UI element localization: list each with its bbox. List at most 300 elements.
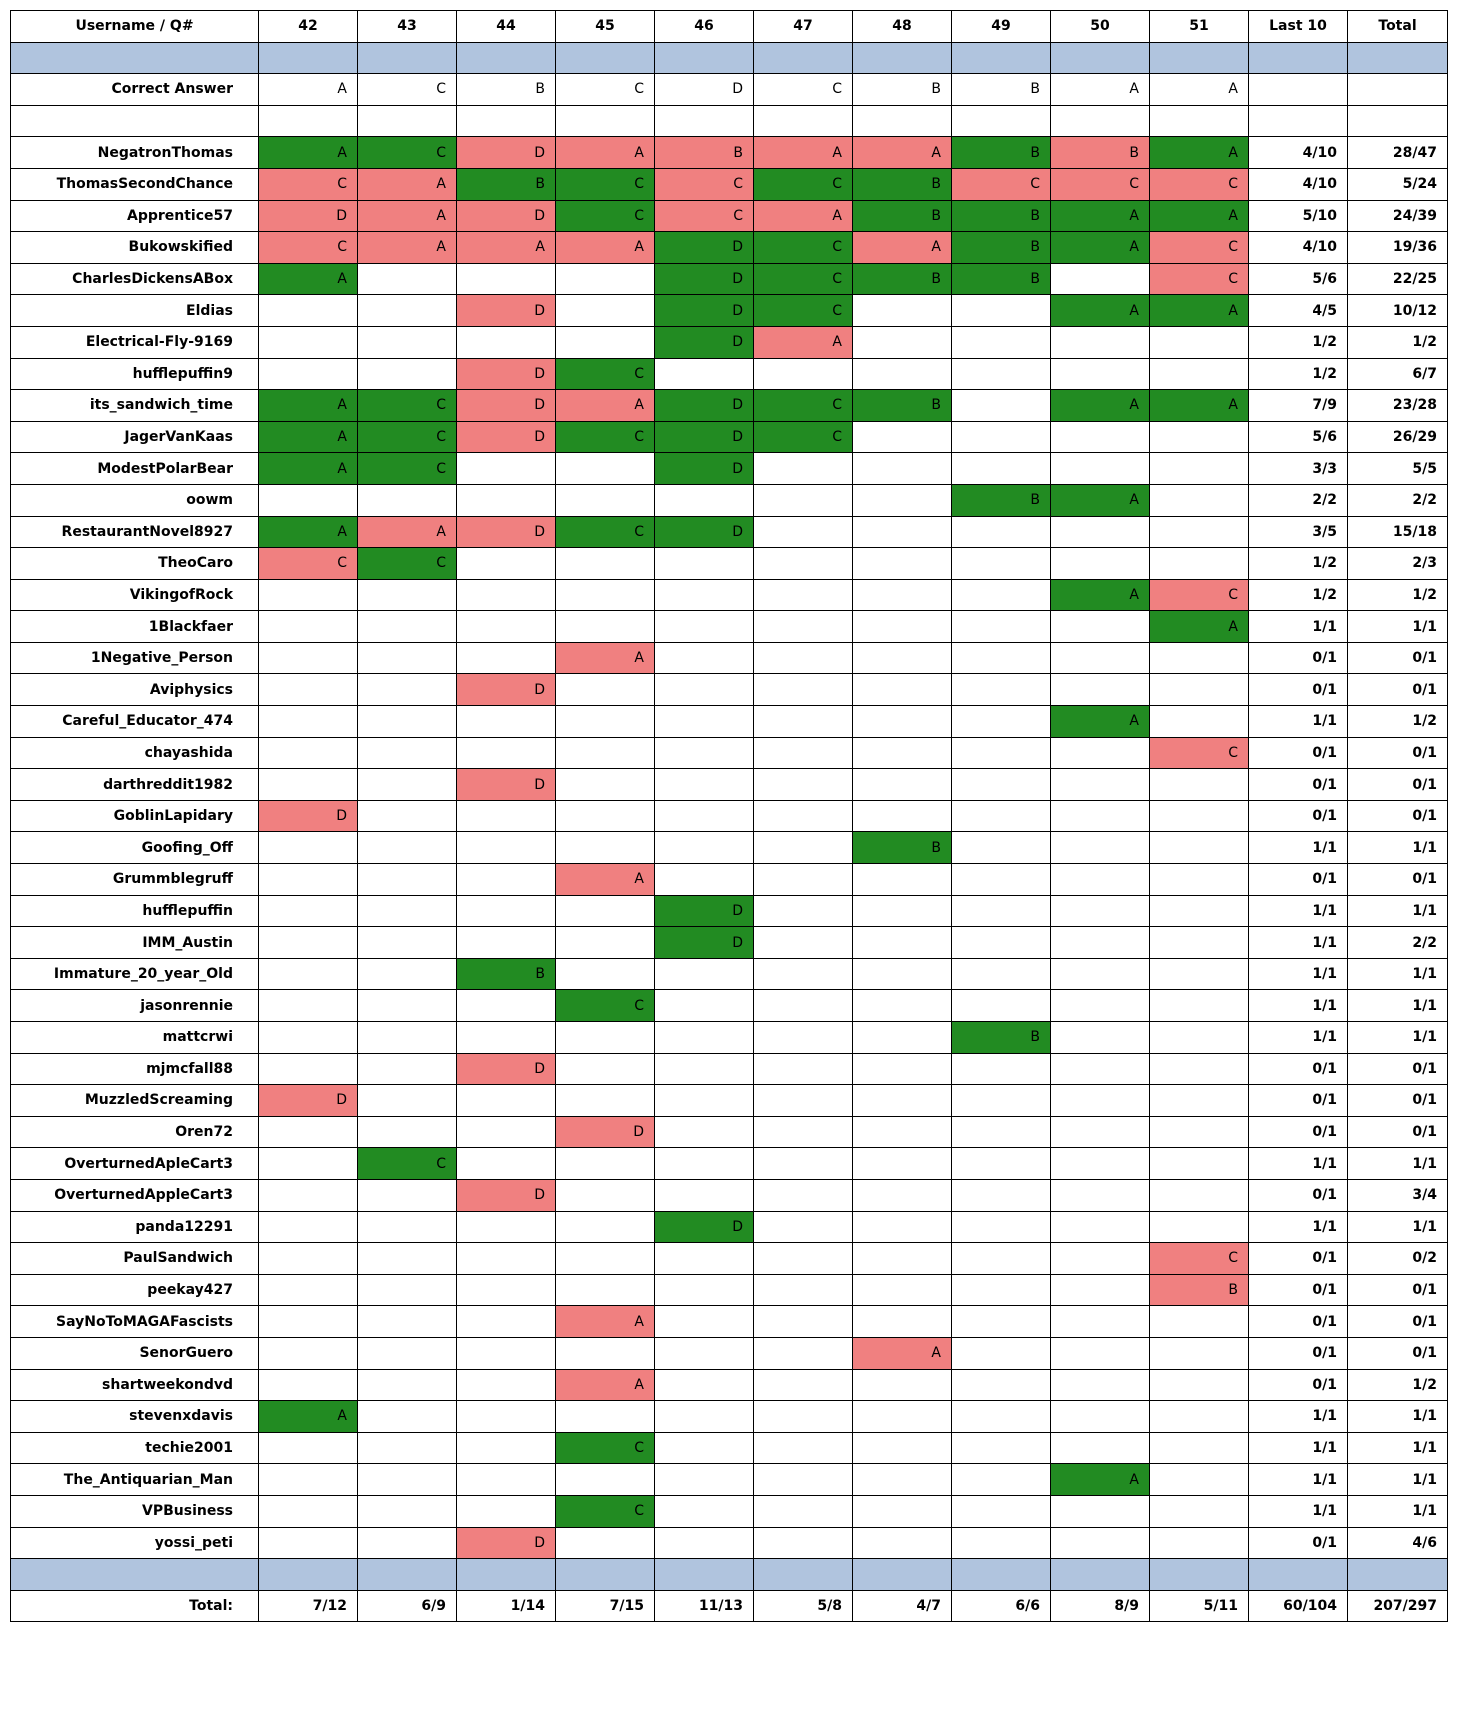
answer-cell-empty bbox=[358, 1527, 457, 1559]
answer-cell-empty bbox=[259, 1211, 358, 1243]
player-total: 1/2 bbox=[1348, 326, 1448, 358]
answer-cell-wrong: C bbox=[655, 168, 754, 200]
player-last10: 0/1 bbox=[1249, 1053, 1348, 1085]
answer-cell-empty bbox=[457, 864, 556, 896]
answer-cell-empty bbox=[754, 1432, 853, 1464]
answer-cell-wrong: D bbox=[457, 516, 556, 548]
answer-cell-empty bbox=[754, 1464, 853, 1496]
player-total: 1/1 bbox=[1348, 611, 1448, 643]
player-total: 0/1 bbox=[1348, 1306, 1448, 1338]
player-total: 1/1 bbox=[1348, 1022, 1448, 1054]
answer-cell-wrong: A bbox=[358, 516, 457, 548]
player-row bbox=[11, 1337, 1448, 1369]
player-last10: 4/10 bbox=[1249, 232, 1348, 264]
player-last10: 1/1 bbox=[1249, 1148, 1348, 1180]
answer-cell-empty bbox=[754, 1148, 853, 1180]
answer-cell-wrong: C bbox=[259, 548, 358, 580]
band-cell bbox=[1249, 1559, 1348, 1591]
player-row bbox=[11, 1116, 1448, 1148]
blank-cell bbox=[1348, 105, 1448, 137]
answer-cell-empty bbox=[556, 737, 655, 769]
answer-cell-empty bbox=[655, 864, 754, 896]
answer-cell-empty bbox=[259, 674, 358, 706]
answer-cell-correct: A bbox=[259, 516, 358, 548]
player-total: 0/1 bbox=[1348, 1085, 1448, 1117]
answer-cell-correct: B bbox=[853, 832, 952, 864]
answer-cell-empty bbox=[1051, 769, 1150, 801]
answer-cell-empty bbox=[655, 1116, 754, 1148]
answer-cell-empty bbox=[1150, 1306, 1249, 1338]
player-row bbox=[11, 484, 1448, 516]
question-total: 7/12 bbox=[259, 1590, 358, 1622]
answer-cell-empty bbox=[1150, 1053, 1249, 1085]
answer-cell-empty bbox=[556, 1148, 655, 1180]
player-total: 0/1 bbox=[1348, 1337, 1448, 1369]
answer-cell-correct: A bbox=[1150, 611, 1249, 643]
player-last10: 1/2 bbox=[1249, 326, 1348, 358]
player-last10: 1/1 bbox=[1249, 1464, 1348, 1496]
answer-cell-correct: C bbox=[556, 1495, 655, 1527]
leaderboard-table bbox=[10, 10, 1448, 1622]
answer-cell-empty bbox=[1150, 1211, 1249, 1243]
answer-cell-empty bbox=[259, 611, 358, 643]
question-total: 11/13 bbox=[655, 1590, 754, 1622]
answer-cell-wrong: D bbox=[457, 674, 556, 706]
header-question: 46 bbox=[655, 11, 754, 43]
answer-cell-empty bbox=[1150, 548, 1249, 580]
answer-cell-correct: A bbox=[1051, 200, 1150, 232]
answer-cell-empty bbox=[952, 1274, 1051, 1306]
answer-cell-empty bbox=[457, 927, 556, 959]
player-last10: 0/1 bbox=[1249, 1243, 1348, 1275]
player-username: techie2001 bbox=[11, 1432, 259, 1464]
answer-cell-empty bbox=[853, 1369, 952, 1401]
answer-cell-wrong: A bbox=[556, 642, 655, 674]
player-row bbox=[11, 1148, 1448, 1180]
answer-cell-wrong: D bbox=[457, 421, 556, 453]
answer-cell-wrong: C bbox=[655, 200, 754, 232]
answer-cell-empty bbox=[1051, 1306, 1150, 1338]
player-total: 1/1 bbox=[1348, 990, 1448, 1022]
player-total: 3/4 bbox=[1348, 1179, 1448, 1211]
player-last10: 0/1 bbox=[1249, 642, 1348, 674]
answer-cell-empty bbox=[655, 1022, 754, 1054]
answer-cell-empty bbox=[457, 453, 556, 485]
answer-cell-correct: A bbox=[1051, 390, 1150, 422]
answer-cell-empty bbox=[1051, 990, 1150, 1022]
answer-cell-empty bbox=[952, 895, 1051, 927]
answer-cell-empty bbox=[556, 1337, 655, 1369]
answer-cell-empty bbox=[358, 1022, 457, 1054]
band-cell bbox=[1051, 1559, 1150, 1591]
answer-cell-empty bbox=[556, 548, 655, 580]
answer-cell-correct: C bbox=[754, 263, 853, 295]
answer-cell-empty bbox=[952, 295, 1051, 327]
answer-cell-empty bbox=[1150, 832, 1249, 864]
answer-cell-empty bbox=[1051, 263, 1150, 295]
blank-cell bbox=[259, 105, 358, 137]
player-total: 0/1 bbox=[1348, 1116, 1448, 1148]
answer-cell-wrong: A bbox=[853, 232, 952, 264]
answer-cell-empty bbox=[655, 1274, 754, 1306]
answer-cell-empty bbox=[259, 958, 358, 990]
answer-cell-empty bbox=[457, 1243, 556, 1275]
answer-cell-empty bbox=[754, 864, 853, 896]
answer-cell-empty bbox=[853, 706, 952, 738]
player-row bbox=[11, 737, 1448, 769]
answer-cell-empty bbox=[259, 706, 358, 738]
answer-cell-empty bbox=[1150, 1179, 1249, 1211]
band-cell bbox=[754, 1559, 853, 1591]
answer-cell-empty bbox=[754, 1527, 853, 1559]
player-row bbox=[11, 263, 1448, 295]
answer-cell-empty bbox=[853, 295, 952, 327]
answer-cell-empty bbox=[655, 1337, 754, 1369]
player-total: 24/39 bbox=[1348, 200, 1448, 232]
answer-cell-empty bbox=[952, 1243, 1051, 1275]
answer-cell-empty bbox=[754, 1116, 853, 1148]
answer-cell-empty bbox=[1051, 326, 1150, 358]
player-username: SayNoToMAGAFascists bbox=[11, 1306, 259, 1338]
player-last10: 1/1 bbox=[1249, 990, 1348, 1022]
answer-cell-empty bbox=[754, 832, 853, 864]
answer-cell-wrong: A bbox=[358, 168, 457, 200]
answer-cell-wrong: C bbox=[1150, 232, 1249, 264]
answer-cell-empty bbox=[1051, 800, 1150, 832]
answer-cell-wrong: A bbox=[556, 232, 655, 264]
blank-cell bbox=[358, 105, 457, 137]
player-last10: 4/5 bbox=[1249, 295, 1348, 327]
player-last10: 1/1 bbox=[1249, 1211, 1348, 1243]
player-username: ThomasSecondChance bbox=[11, 168, 259, 200]
answer-cell-correct: C bbox=[556, 990, 655, 1022]
answer-cell-empty bbox=[1150, 326, 1249, 358]
answer-cell-empty bbox=[952, 390, 1051, 422]
player-row bbox=[11, 232, 1448, 264]
answer-cell-empty bbox=[754, 453, 853, 485]
answer-cell-empty bbox=[1051, 453, 1150, 485]
header-question: 42 bbox=[259, 11, 358, 43]
player-total: 0/1 bbox=[1348, 737, 1448, 769]
player-last10: 1/1 bbox=[1249, 1022, 1348, 1054]
answer-cell-empty bbox=[457, 579, 556, 611]
answer-cell-correct: B bbox=[853, 200, 952, 232]
answer-cell-empty bbox=[1051, 1337, 1150, 1369]
blank-cell bbox=[1150, 105, 1249, 137]
answer-cell-empty bbox=[358, 611, 457, 643]
player-last10: 4/10 bbox=[1249, 168, 1348, 200]
answer-cell-wrong: B bbox=[1150, 1274, 1249, 1306]
player-last10: 5/6 bbox=[1249, 421, 1348, 453]
player-last10: 0/1 bbox=[1249, 1085, 1348, 1117]
answer-cell-empty bbox=[952, 453, 1051, 485]
player-username: RestaurantNovel8927 bbox=[11, 516, 259, 548]
header-row bbox=[11, 11, 1448, 43]
answer-cell-empty bbox=[1051, 927, 1150, 959]
answer-cell-empty bbox=[1150, 958, 1249, 990]
player-last10: 0/1 bbox=[1249, 737, 1348, 769]
answer-cell-empty bbox=[1150, 1022, 1249, 1054]
answer-cell-empty bbox=[1051, 358, 1150, 390]
answer-cell-empty bbox=[853, 421, 952, 453]
answer-cell-empty bbox=[853, 548, 952, 580]
player-username: shartweekondvd bbox=[11, 1369, 259, 1401]
answer-cell-empty bbox=[952, 358, 1051, 390]
player-last10: 1/1 bbox=[1249, 611, 1348, 643]
answer-cell-empty bbox=[754, 990, 853, 1022]
answer-cell-empty bbox=[754, 516, 853, 548]
answer-cell-correct: D bbox=[655, 516, 754, 548]
band-cell bbox=[1150, 42, 1249, 74]
answer-cell-empty bbox=[556, 611, 655, 643]
player-total: 0/1 bbox=[1348, 1053, 1448, 1085]
answer-cell-empty bbox=[556, 295, 655, 327]
player-username: 1Negative_Person bbox=[11, 642, 259, 674]
answer-cell-empty bbox=[853, 642, 952, 674]
answer-cell-empty bbox=[655, 1148, 754, 1180]
blank-cell bbox=[853, 105, 952, 137]
answer-cell-wrong: A bbox=[853, 1337, 952, 1369]
header-username: Username / Q# bbox=[11, 11, 259, 43]
answer-cell-empty bbox=[1150, 421, 1249, 453]
answer-cell-empty bbox=[655, 548, 754, 580]
player-total: 0/1 bbox=[1348, 864, 1448, 896]
answer-cell-wrong: D bbox=[457, 137, 556, 169]
answer-cell-correct: C bbox=[358, 390, 457, 422]
answer-cell-wrong: D bbox=[457, 1179, 556, 1211]
band-cell bbox=[556, 42, 655, 74]
answer-cell-empty bbox=[259, 326, 358, 358]
answer-cell-empty bbox=[556, 769, 655, 801]
band-cell bbox=[358, 1559, 457, 1591]
answer-cell-correct: B bbox=[952, 263, 1051, 295]
answer-cell-empty bbox=[754, 1022, 853, 1054]
player-row bbox=[11, 674, 1448, 706]
correct-answer-cell: C bbox=[754, 74, 853, 106]
answer-cell-empty bbox=[754, 1369, 853, 1401]
player-last10: 0/1 bbox=[1249, 800, 1348, 832]
answer-cell-empty bbox=[853, 1401, 952, 1433]
answer-cell-wrong: D bbox=[457, 200, 556, 232]
player-last10: 0/1 bbox=[1249, 674, 1348, 706]
answer-cell-empty bbox=[556, 453, 655, 485]
header-question: 50 bbox=[1051, 11, 1150, 43]
player-last10: 1/2 bbox=[1249, 579, 1348, 611]
player-username: Bukowskified bbox=[11, 232, 259, 264]
player-last10: 1/2 bbox=[1249, 548, 1348, 580]
answer-cell-empty bbox=[655, 1464, 754, 1496]
header-question: 45 bbox=[556, 11, 655, 43]
answer-cell-empty bbox=[259, 832, 358, 864]
answer-cell-empty bbox=[457, 263, 556, 295]
answer-cell-correct: A bbox=[1150, 200, 1249, 232]
answer-cell-empty bbox=[853, 1527, 952, 1559]
band-cell bbox=[952, 1559, 1051, 1591]
answer-cell-empty bbox=[655, 1527, 754, 1559]
answer-cell-empty bbox=[556, 1243, 655, 1275]
answer-cell-empty bbox=[358, 1085, 457, 1117]
player-username: SenorGuero bbox=[11, 1337, 259, 1369]
answer-cell-empty bbox=[259, 1495, 358, 1527]
answer-cell-empty bbox=[952, 1495, 1051, 1527]
answer-cell-empty bbox=[358, 1464, 457, 1496]
answer-cell-empty bbox=[1051, 1022, 1150, 1054]
answer-cell-empty bbox=[556, 263, 655, 295]
answer-cell-empty bbox=[457, 800, 556, 832]
answer-cell-wrong: A bbox=[556, 137, 655, 169]
player-username: The_Antiquarian_Man bbox=[11, 1464, 259, 1496]
answer-cell-empty bbox=[457, 990, 556, 1022]
answer-cell-empty bbox=[754, 1053, 853, 1085]
answer-cell-correct: A bbox=[1051, 232, 1150, 264]
band-cell bbox=[1150, 1559, 1249, 1591]
answer-cell-empty bbox=[655, 611, 754, 643]
answer-cell-empty bbox=[1051, 1432, 1150, 1464]
band-cell bbox=[457, 42, 556, 74]
player-last10: 7/9 bbox=[1249, 390, 1348, 422]
player-last10: 0/1 bbox=[1249, 1274, 1348, 1306]
player-row bbox=[11, 769, 1448, 801]
player-last10: 1/1 bbox=[1249, 1432, 1348, 1464]
answer-cell-empty bbox=[754, 674, 853, 706]
player-username: TheoCaro bbox=[11, 548, 259, 580]
answer-cell-empty bbox=[358, 484, 457, 516]
player-total: 5/24 bbox=[1348, 168, 1448, 200]
answer-cell-wrong: A bbox=[556, 390, 655, 422]
player-total: 1/1 bbox=[1348, 958, 1448, 990]
band-cell bbox=[952, 42, 1051, 74]
answer-cell-empty bbox=[259, 1116, 358, 1148]
answer-cell-empty bbox=[358, 263, 457, 295]
player-username: VPBusiness bbox=[11, 1495, 259, 1527]
answer-cell-empty bbox=[556, 484, 655, 516]
question-total: 7/15 bbox=[556, 1590, 655, 1622]
question-total: 4/7 bbox=[853, 1590, 952, 1622]
player-username: Apprentice57 bbox=[11, 200, 259, 232]
answer-cell-correct: A bbox=[259, 421, 358, 453]
empty-cell bbox=[1348, 74, 1448, 106]
answer-cell-wrong: D bbox=[259, 800, 358, 832]
answer-cell-empty bbox=[1150, 1401, 1249, 1433]
answer-cell-empty bbox=[754, 800, 853, 832]
player-last10: 1/1 bbox=[1249, 832, 1348, 864]
player-last10: 0/1 bbox=[1249, 1527, 1348, 1559]
answer-cell-correct: C bbox=[556, 200, 655, 232]
answer-cell-empty bbox=[259, 642, 358, 674]
answer-cell-empty bbox=[1051, 674, 1150, 706]
player-row bbox=[11, 326, 1448, 358]
answer-cell-wrong: A bbox=[556, 864, 655, 896]
player-last10: 1/1 bbox=[1249, 1495, 1348, 1527]
answer-cell-correct: D bbox=[655, 453, 754, 485]
answer-cell-empty bbox=[952, 1053, 1051, 1085]
answer-cell-empty bbox=[655, 1179, 754, 1211]
answer-cell-empty bbox=[853, 1274, 952, 1306]
answer-cell-empty bbox=[754, 579, 853, 611]
player-username: jasonrennie bbox=[11, 990, 259, 1022]
player-username: oowm bbox=[11, 484, 259, 516]
answer-cell-empty bbox=[853, 611, 952, 643]
header-question: 49 bbox=[952, 11, 1051, 43]
player-row bbox=[11, 516, 1448, 548]
answer-cell-correct: D bbox=[655, 263, 754, 295]
answer-cell-empty bbox=[952, 516, 1051, 548]
answer-cell-empty bbox=[754, 769, 853, 801]
answer-cell-empty bbox=[259, 737, 358, 769]
answer-cell-empty bbox=[1150, 1464, 1249, 1496]
answer-cell-empty bbox=[457, 1495, 556, 1527]
answer-cell-empty bbox=[655, 800, 754, 832]
answer-cell-correct: C bbox=[556, 1432, 655, 1464]
player-total: 15/18 bbox=[1348, 516, 1448, 548]
answer-cell-empty bbox=[1051, 611, 1150, 643]
answer-cell-empty bbox=[457, 326, 556, 358]
answer-cell-correct: B bbox=[457, 958, 556, 990]
answer-cell-empty bbox=[556, 1085, 655, 1117]
player-last10: 3/3 bbox=[1249, 453, 1348, 485]
answer-cell-empty bbox=[1150, 1527, 1249, 1559]
answer-cell-empty bbox=[655, 1306, 754, 1338]
player-last10: 1/1 bbox=[1249, 927, 1348, 959]
blank-cell bbox=[556, 105, 655, 137]
answer-cell-empty bbox=[655, 1085, 754, 1117]
answer-cell-empty bbox=[1150, 484, 1249, 516]
answer-cell-wrong: C bbox=[1150, 737, 1249, 769]
answer-cell-empty bbox=[655, 832, 754, 864]
answer-cell-empty bbox=[556, 1211, 655, 1243]
player-username: MuzzledScreaming bbox=[11, 1085, 259, 1117]
answer-cell-empty bbox=[655, 358, 754, 390]
answer-cell-wrong: D bbox=[457, 1053, 556, 1085]
player-username: its_sandwich_time bbox=[11, 390, 259, 422]
answer-cell-empty bbox=[1051, 737, 1150, 769]
player-username: Goofing_Off bbox=[11, 832, 259, 864]
player-username: chayashida bbox=[11, 737, 259, 769]
player-username: OverturnedApleCart3 bbox=[11, 1148, 259, 1180]
answer-cell-empty bbox=[655, 674, 754, 706]
question-total: 8/9 bbox=[1051, 1590, 1150, 1622]
player-username: Aviphysics bbox=[11, 674, 259, 706]
answer-cell-empty bbox=[358, 800, 457, 832]
player-total: 1/2 bbox=[1348, 706, 1448, 738]
player-total: 0/1 bbox=[1348, 1274, 1448, 1306]
answer-cell-correct: A bbox=[259, 263, 358, 295]
answer-cell-empty bbox=[556, 1464, 655, 1496]
header-question: 51 bbox=[1150, 11, 1249, 43]
answer-cell-empty bbox=[358, 737, 457, 769]
player-username: Careful_Educator_474 bbox=[11, 706, 259, 738]
answer-cell-empty bbox=[1051, 1369, 1150, 1401]
answer-cell-empty bbox=[655, 484, 754, 516]
band-cell bbox=[259, 42, 358, 74]
answer-cell-empty bbox=[853, 326, 952, 358]
player-row bbox=[11, 1085, 1448, 1117]
answer-cell-empty bbox=[358, 358, 457, 390]
answer-cell-empty bbox=[259, 579, 358, 611]
player-last10: 0/1 bbox=[1249, 864, 1348, 896]
answer-cell-correct: A bbox=[1150, 295, 1249, 327]
answer-cell-wrong: D bbox=[457, 358, 556, 390]
header-last10: Last 10 bbox=[1249, 11, 1348, 43]
answer-cell-empty bbox=[358, 895, 457, 927]
answer-cell-empty bbox=[853, 358, 952, 390]
answer-cell-empty bbox=[853, 769, 952, 801]
player-total: 0/1 bbox=[1348, 674, 1448, 706]
player-row bbox=[11, 200, 1448, 232]
answer-cell-empty bbox=[358, 1053, 457, 1085]
answer-cell-empty bbox=[853, 958, 952, 990]
player-total: 28/47 bbox=[1348, 137, 1448, 169]
